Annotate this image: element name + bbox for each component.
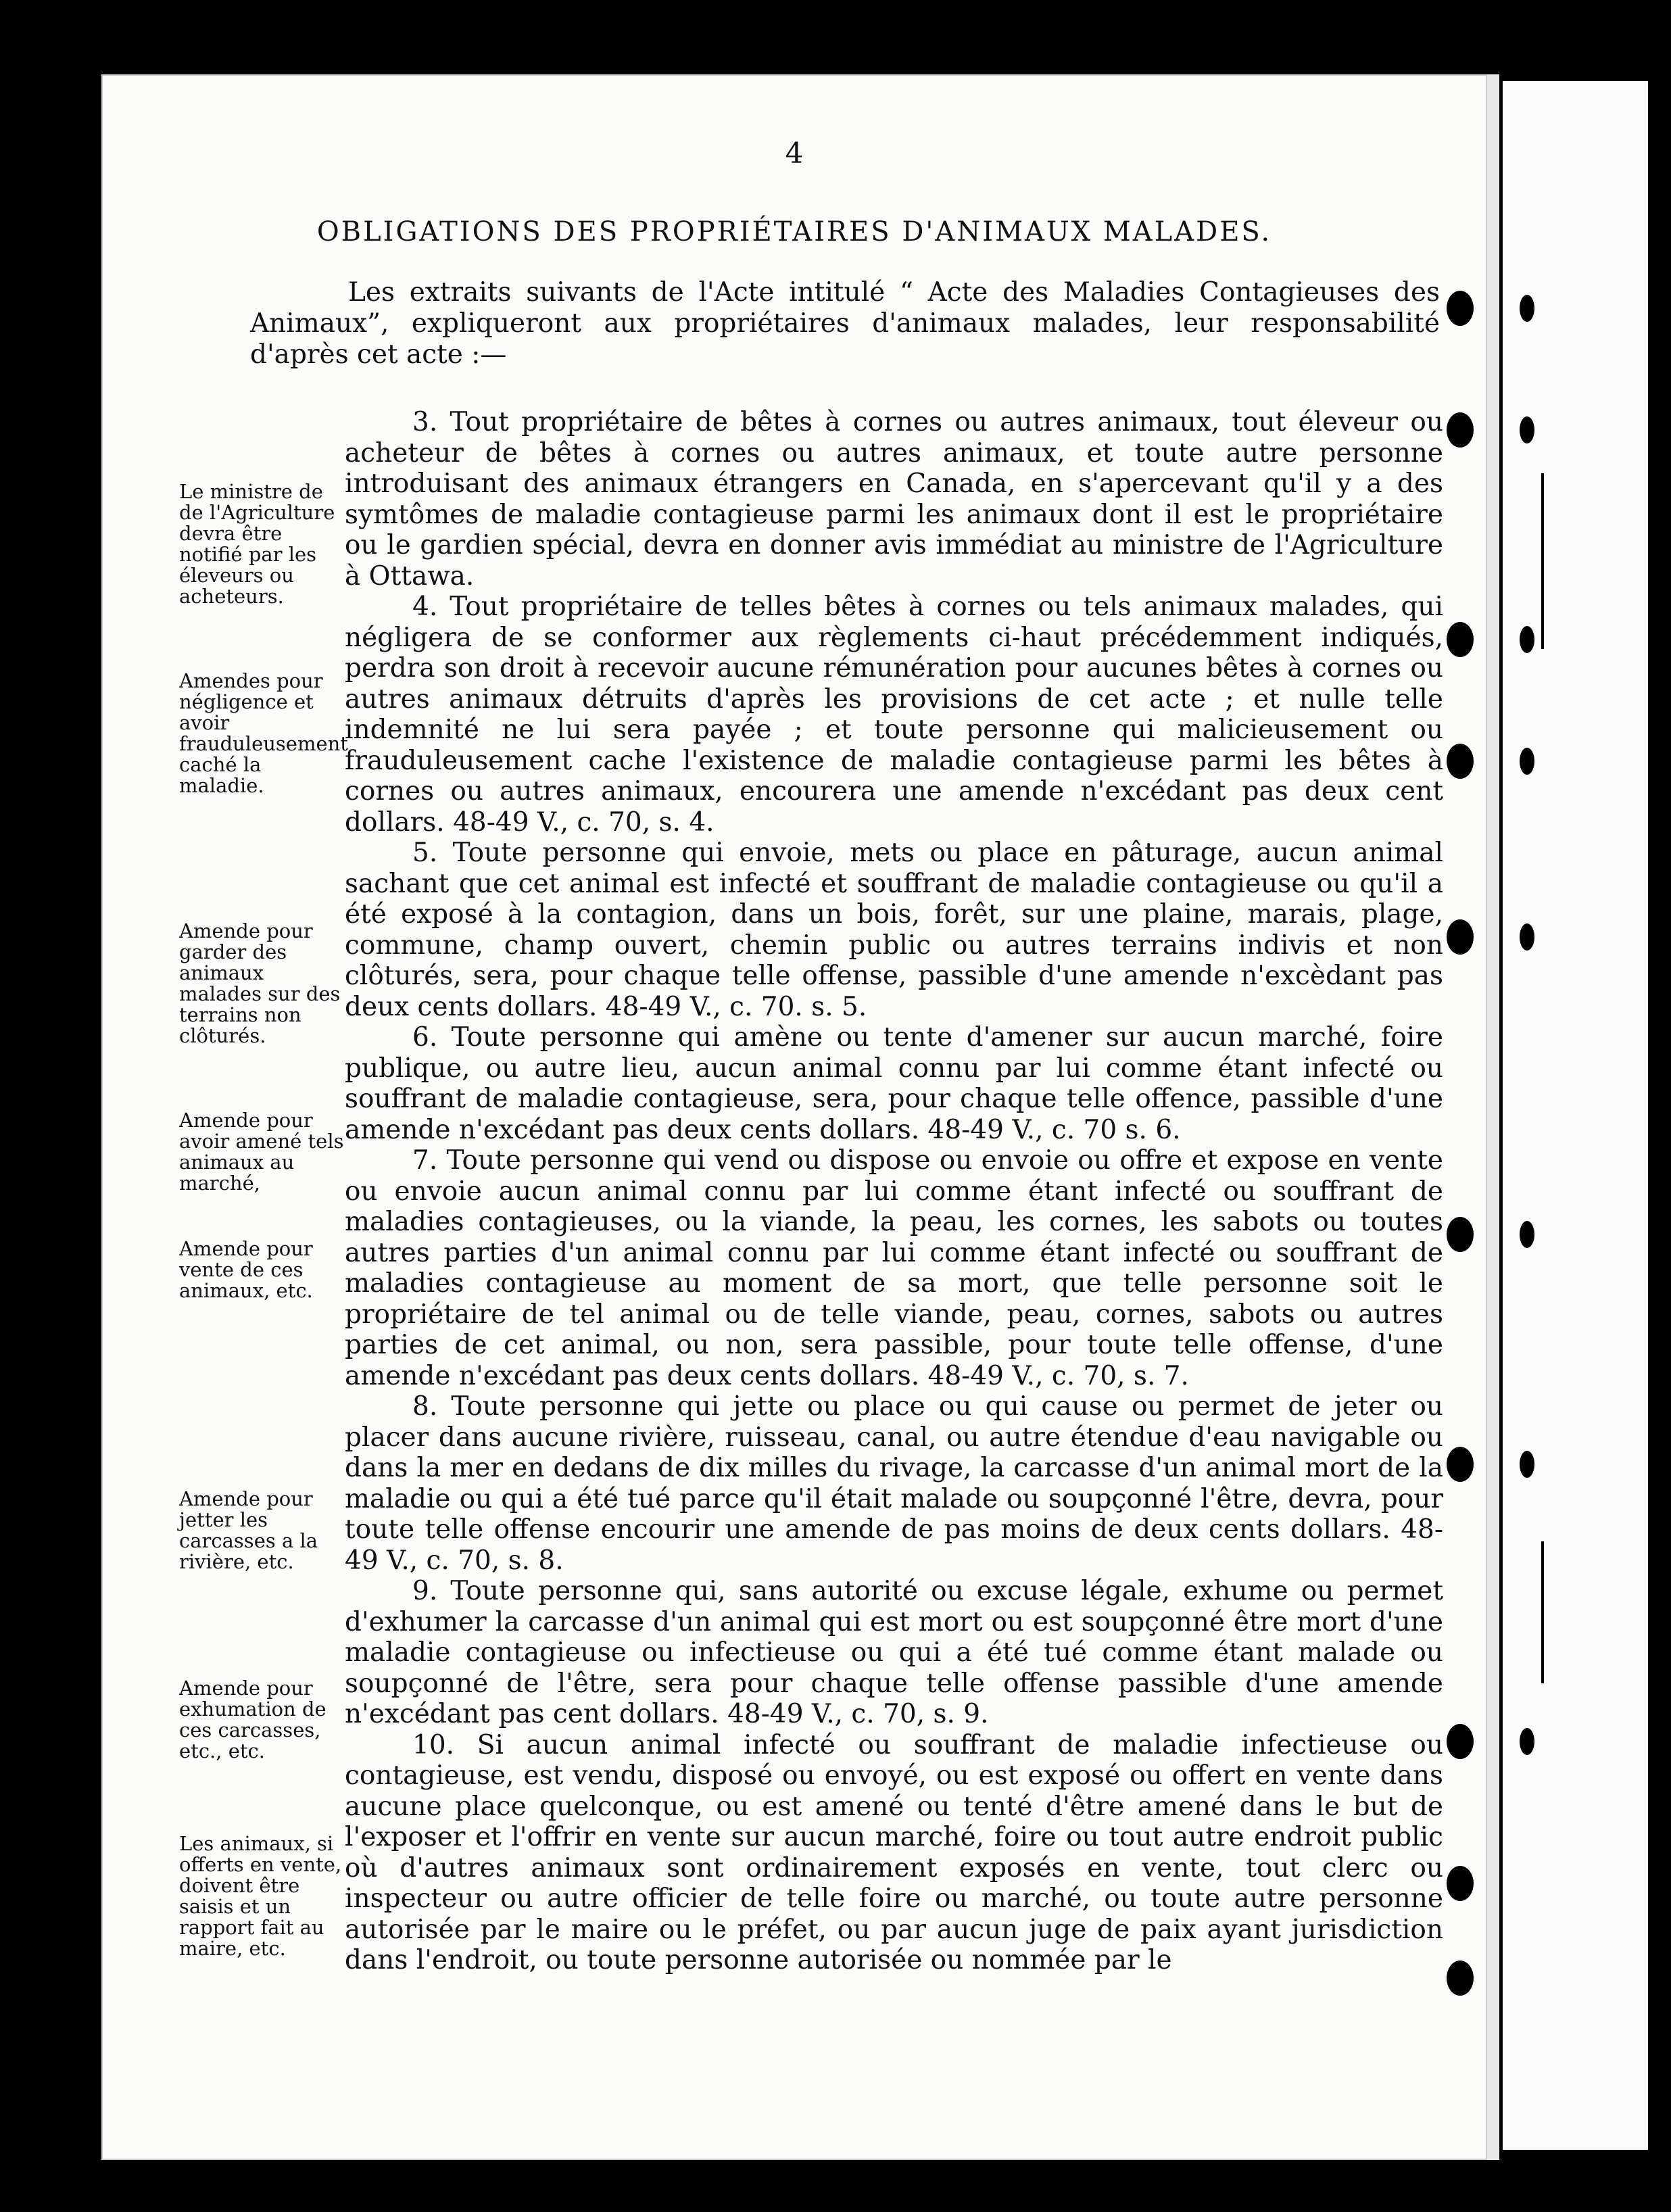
document-page [101,74,1487,2160]
section-6: 6. Toute personne qui amène ou tente d'amener sur aucun marché, foire publique, ou autre lieu, aucun animal connu par lui comme étant infecté ou souffrant de maladie contagieuse, sera, pour chaque telle offence, passible d'une amende n'excédant pas deux cents dollars. 48-49 V., c. 70 s. 6. [345,1022,1443,1145]
margin-note-3: Amende pour garder des animaux malades sur des terrains non clôturés. [179,919,341,1047]
page-number: 4 [785,137,804,170]
binding-hole [1447,1961,1474,1996]
binding-hole [1447,919,1474,955]
binding-hole [1447,1866,1474,1901]
intro-paragraph: Les extraits suivants de l'Acte intitulé “ Acte des Maladies Contagieuses des Animaux”, expliqueront aux propriétaires d'animaux malades, leur responsabilité d'après cet acte :— [250,277,1440,370]
binding-hole [1520,923,1534,951]
binding-hole [1447,1217,1474,1252]
section-5: 5. Toute personne qui envoie, mets ou place en pâturage, aucun animal sachant que cet animal est infecté et souffrant de maladie contagieuse ou qu'il a été exposé à la contagion, dans un bois, forêt, sur une plaine, marais, plage, commune, champ ouvert, chemin public ou autres terrains indivis et non clôturés, sera, pour chaque telle offense, passible d'une amende n'excèdant pas deux cents dollars. 48-49 V., c. 70. s. 5. [345,838,1443,1022]
margin-line-lower [1541,1541,1544,1683]
binding-hole [1520,295,1534,322]
section-3: 3. Tout propriétaire de bêtes à cornes ou autres animaux, tout éleveur ou acheteur de bêtes à cornes ou autres animaux, et toute autre personne introduisant des animaux étrangers en Canada, en s'apercevant qu'il y a des symtômes de maladie contagieuse parmi les animaux dont il est le propriétaire ou le gardien spécial, devra en donner avis immédiat au ministre de l'Agriculture à Ottawa. [345,407,1443,592]
binding-hole [1447,291,1474,326]
binding-hole [1520,1221,1534,1248]
section-8: 8. Toute personne qui jette ou place ou qui cause ou permet de jeter ou placer dans aucune rivière, ruisseau, canal, ou autre étendue d'eau navigable ou dans la mer en dedans de dix milles du rivage, la carcasse d'un animal mort de la maladie ou qui a été tué parce qu'il était malade ou soupçonné l'être, devra, pour toute telle offense encourir une amende de pas moins de deux cents dollars. 48-49 V., c. 70, s. 8. [345,1391,1443,1576]
binding-hole [1520,1451,1534,1478]
gutter-line [1499,81,1503,2150]
margin-note-4: Amende pour avoir amené tels animaux au marché, [179,1109,344,1195]
article-body [345,407,1443,1976]
section-7: 7. Toute personne qui vend ou dispose ou envoie ou offre et expose en vente ou envoie aucun animal connu par lui comme étant infecté ou souffrant de maladies contagieuses, ou la viande, la peau, les cornes, les sabots ou toutes autres parties d'un animal connu par lui comme étant infecté ou souffrant de maladies contagieuse au moment de sa mort, que telle personne soit le propriétaire de tel animal ou de telle viande, peau, cornes, sabots ou autres parties de cet animal, ou non, sera passible, pour toute telle offense, d'une amende n'excédant pas deux cents dollars. 48-49 V., c. 70, s. 7. [345,1145,1443,1391]
section-9: 9. Toute personne qui, sans autorité ou excuse légale, exhume ou permet d'exhumer la carcasse d'un animal qui est mort ou est soupçonné être mort d'une maladie contagieuse ou infectieuse ou qui a été tué comme étant malade ou soupçonné de l'être, sera pour chaque telle offense passible d'une amende n'excédant pas cent dollars. 48-49 V., c. 70, s. 9. [345,1576,1443,1729]
section-4: 4. Tout propriétaire de telles bêtes à cornes ou tels animaux malades, qui négligera de se conformer aux règlements ci-haut précédemment indiqués, perdra son droit à recevoir aucune rémunération pour aucunes bêtes à cornes ou autres animaux détruits d'après les provisions de cet acte ; et nulle telle indemnité ne lui sera payée ; et toute personne qui malicieusement ou frauduleusement cache l'existence de maladie contagieuse parmi les bêtes à cornes ou autres animaux, encourera une amende n'excédant pas deux cent dollars. 48-49 V., c. 70, s. 4. [345,592,1443,838]
page-edge [1487,74,1499,2160]
margin-line [1541,473,1544,649]
binding-hole [1447,744,1474,779]
binding-hole [1520,1728,1534,1755]
binding-hole [1447,622,1474,657]
margin-note-1: Le ministre de de l'Agriculture devra être notifié par les éleveurs ou acheteurs. [179,480,335,608]
adjacent-page-strip [1499,81,1648,2150]
binding-hole [1520,416,1534,443]
margin-note-7: Amende pour exhumation de ces carcasses, etc., etc. [179,1677,326,1762]
binding-hole [1447,412,1474,448]
margin-note-5: Amende pour vente de ces animaux, etc. [179,1237,313,1302]
margin-note-8: Les animaux, si offerts en vente, doivent être saisis et un rapport fait au maire, etc. [179,1832,342,1960]
page-title: OBLIGATIONS DES PROPRIÉTAIRES D'ANIMAUX MALADES. [316,216,1272,247]
binding-hole [1447,1724,1474,1759]
binding-hole [1447,1447,1474,1482]
binding-hole [1520,748,1534,775]
margin-note-6: Amende pour jetter les carcasses a la rivière, etc. [179,1487,318,1573]
margin-note-2: Amendes pour négligence et avoir frauduleusement caché la maladie. [179,669,348,797]
binding-hole [1520,626,1534,653]
section-10: 10. Si aucun animal infecté ou souffrant de maladie infectieuse ou contagieuse, est vendu, disposé ou envoyé, ou est exposé ou offert en vente dans aucune place quelconque, ou est amené ou tenté d'être amené dans le but de l'exposer et l'offrir en vente sur aucun marché, foire ou tout autre endroit public où d'autres animaux sont ordinairement exposés en vente, tout clerc ou inspecteur ou autre officier de telle foire ou marché, ou toute autre personne autorisée par le maire ou le préfet, ou par aucun juge de paix ayant jurisdiction dans l'endroit, ou toute personne autorisée ou nommée par le [345,1729,1443,1975]
